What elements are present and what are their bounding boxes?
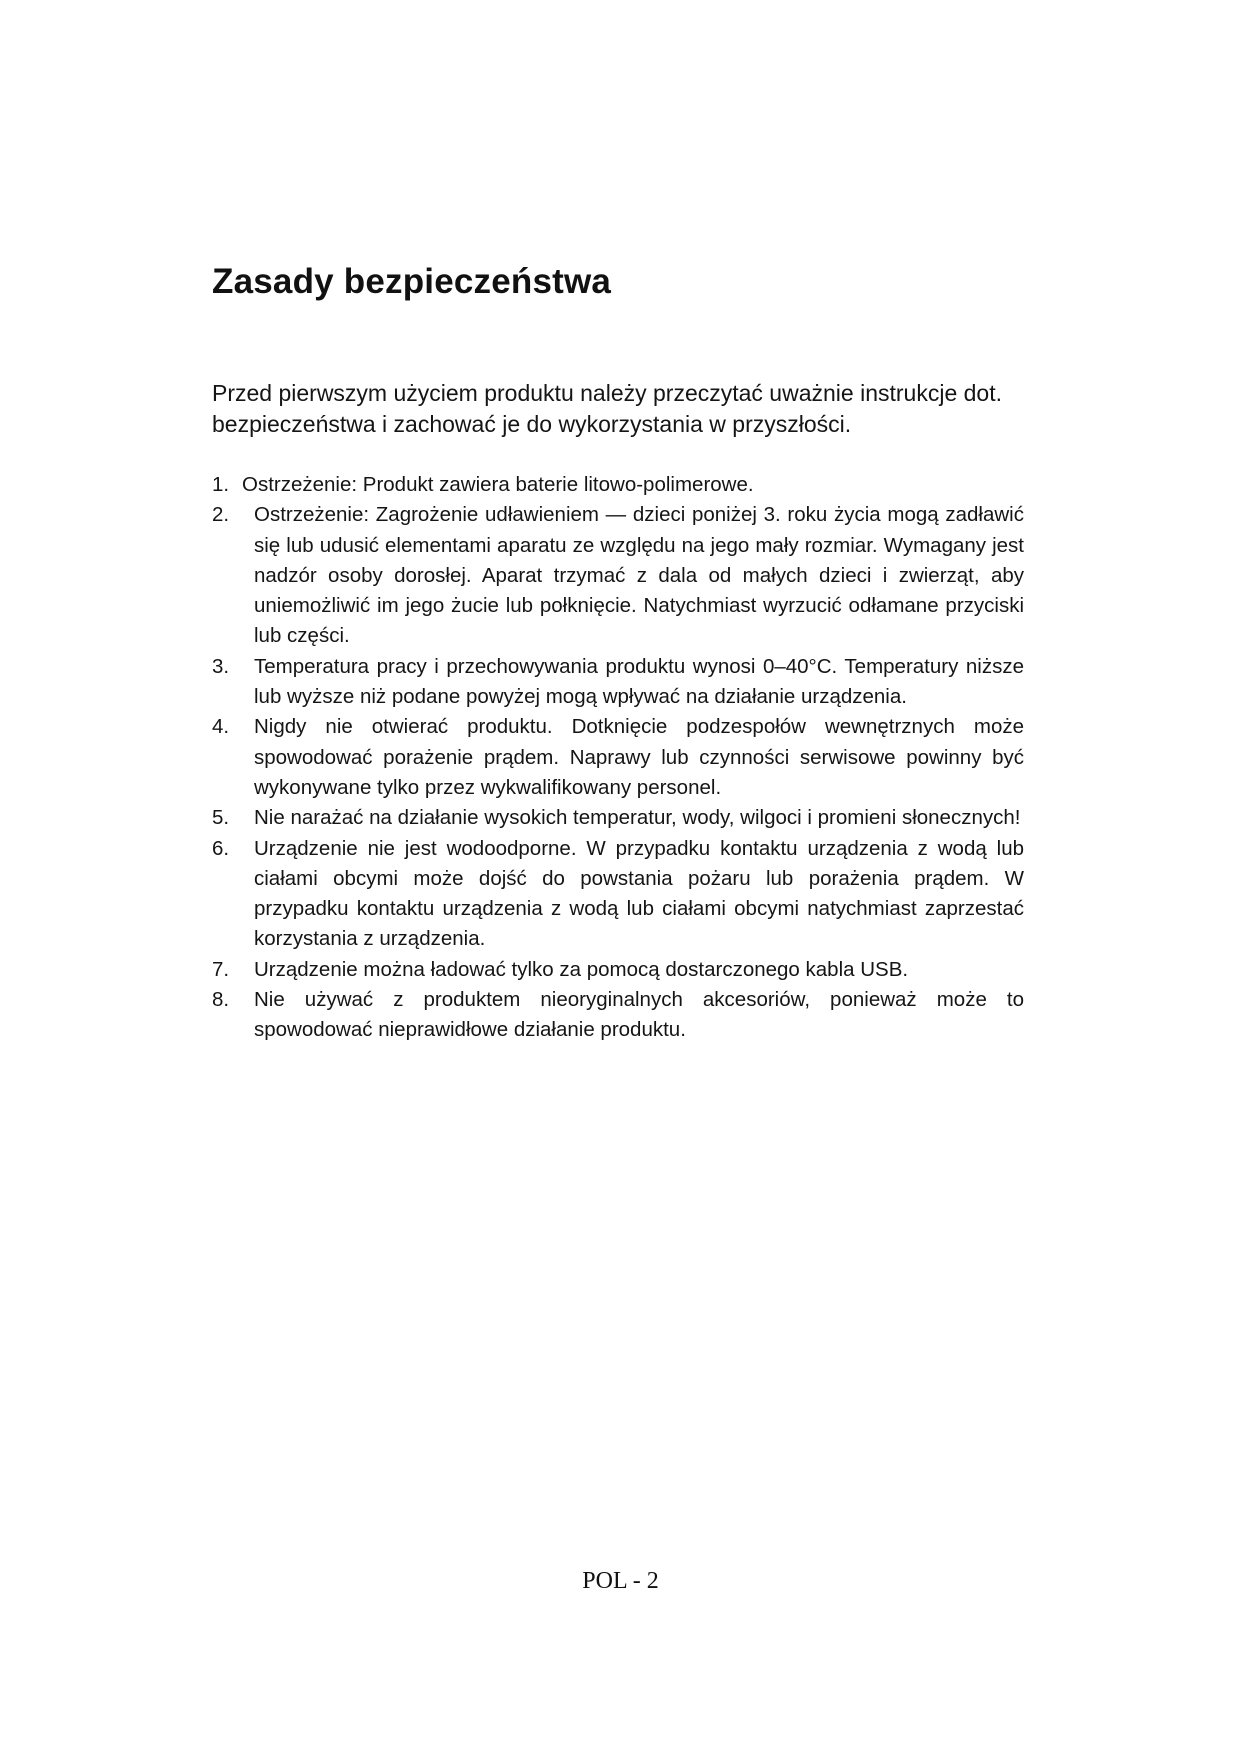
rule-item-5 [212, 803, 1024, 833]
rule-item-6 [212, 834, 1024, 955]
intro-line-1: Przed pierwszym użyciem produktu należy przeczytać uważnie instrukcje dot. [212, 380, 1002, 406]
rule-item-4 [212, 712, 1024, 803]
rule-number: 2. [212, 503, 230, 527]
rule-item-7 [212, 955, 1024, 985]
rule-number: 6. [212, 836, 230, 860]
rule-number: 1. [212, 473, 230, 496]
rule-item-8 [212, 985, 1024, 1046]
rule-number: 5. [212, 806, 230, 830]
page-title: Zasady bezpieczeństwa [212, 262, 612, 301]
rule-number: 8. [212, 988, 230, 1012]
rule-text: Nie narażać na działanie wysokich temperatur, wody, wilgoci i promieni słonecznych! [254, 806, 1021, 830]
rule-text: Ostrzeżenie: Produkt zawiera baterie litowo-polimerowe. [242, 473, 754, 496]
rule-item-2 [212, 500, 1024, 651]
rule-number: 3. [212, 654, 230, 678]
rule-item-1 [212, 470, 1024, 500]
rule-text: Temperatura pracy i przechowywania produktu wynosi 0–40°C. Temperatury niższe lub wyższe niż podane powyżej mogą wpływać na działanie urządzenia. [254, 654, 1024, 709]
page-number-footer: POL - 2 [582, 1568, 659, 1594]
rule-text: Nie używać z produktem nieoryginalnych akcesoriów, ponieważ może to spowodować nieprawidłowe działanie produktu. [254, 988, 1024, 1042]
rule-number: 7. [212, 957, 230, 981]
intro-paragraph [212, 378, 1052, 440]
safety-rules-list [212, 470, 1024, 1046]
rule-text: Ostrzeżenie: Zagrożenie udławieniem — dzieci poniżej 3. roku życia mogą zadławić się lub udusić elementami aparatu ze względu na jego mały rozmiar. Wymagany jest nadzór osoby dorosłej. Aparat trzymać z dala od małych dzieci i zwierząt, aby uniemożliwić im jego żucie lub połknięcie. Natychmiast wyrzucić odłamane przyciski lub części. [254, 503, 1024, 648]
rule-item-3 [212, 652, 1024, 713]
rule-text: Urządzenie nie jest wodoodporne. W przypadku kontaktu urządzenia z wodą lub ciałami obcymi może dojść do powstania pożaru lub porażenia prądem. W przypadku kontaktu urządzenia z wodą lub ciałami obcymi natychmiast zaprzestać korzystania z urządzenia. [254, 836, 1024, 951]
rule-text: Urządzenie można ładować tylko za pomocą dostarczonego kabla USB. [254, 957, 909, 981]
rule-text: Nigdy nie otwierać produktu. Dotknięcie podzespołów wewnętrznych może spowodować porażenie prądem. Naprawy lub czynności serwisowe powinny być wykonywane tylko przez wykwalifikowany personel. [254, 715, 1024, 799]
intro-line-2: bezpieczeństwa i zachować je do wykorzystania w przyszłości. [212, 411, 852, 437]
rule-number: 4. [212, 715, 230, 739]
